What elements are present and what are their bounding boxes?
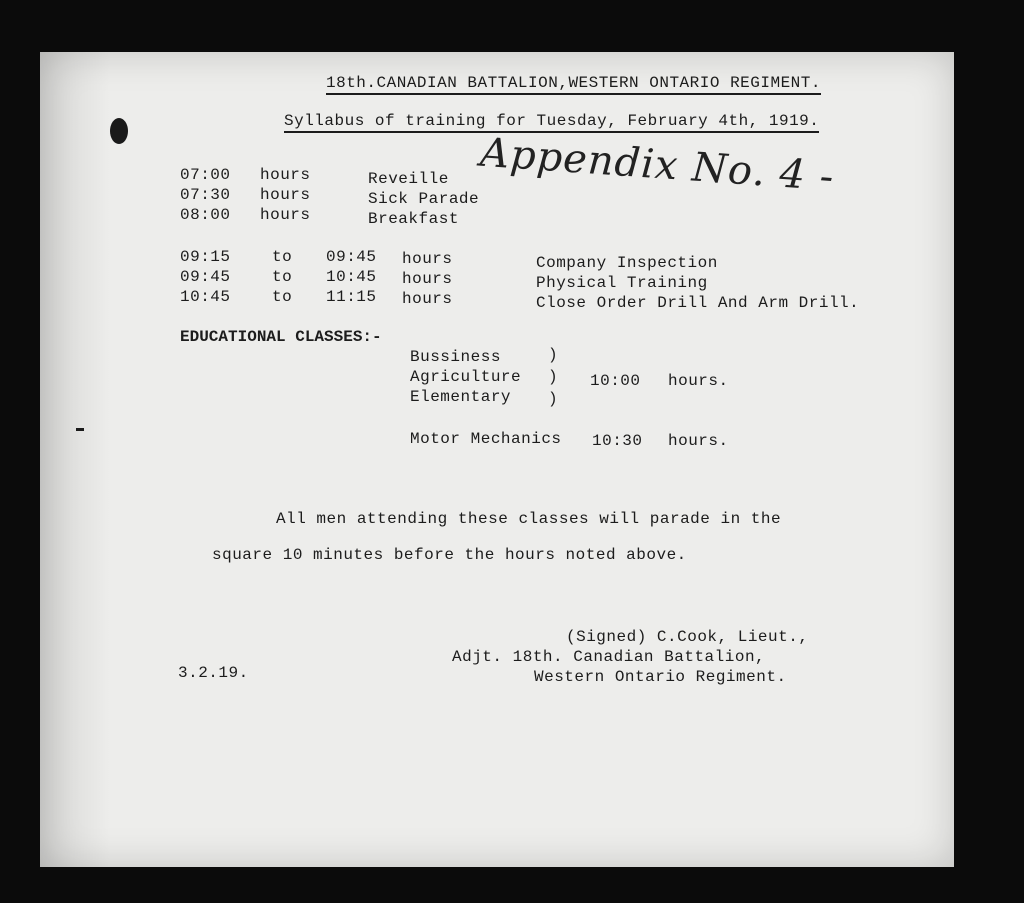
routine-unit: hours <box>260 166 311 184</box>
class-name: Elementary <box>410 388 512 406</box>
note-line-2: square 10 minutes before the hours noted above. <box>212 546 687 564</box>
routine-event: Sick Parade <box>368 190 480 208</box>
classes-unit: hours. <box>668 372 729 390</box>
schedule-unit: hours <box>402 290 453 308</box>
schedule-to: to <box>272 268 293 286</box>
schedule-end: 11:15 <box>326 288 377 306</box>
schedule-activity: Company Inspection <box>536 254 718 272</box>
motor-mechanics-label: Motor Mechanics <box>410 430 562 448</box>
syllabus-title: Syllabus of training for Tuesday, February 4th, 1919. <box>284 112 819 133</box>
class-bracket: ) <box>548 346 559 364</box>
schedule-to: to <box>272 288 293 306</box>
punch-hole <box>110 118 128 144</box>
class-name: Agriculture <box>410 368 522 386</box>
unit-heading: 18th.CANADIAN BATTALION,WESTERN ONTARIO REGIMENT. <box>326 74 821 95</box>
class-bracket: ) <box>548 368 559 386</box>
schedule-activity: Close Order Drill And Arm Drill. <box>536 294 860 312</box>
education-heading: EDUCATIONAL CLASSES:- <box>180 328 382 346</box>
routine-unit: hours <box>260 206 311 224</box>
motor-mechanics-time: 10:30 <box>592 432 643 450</box>
signature-line-1: (Signed) C.Cook, Lieut., <box>566 628 809 646</box>
routine-unit: hours <box>260 186 311 204</box>
routine-time: 07:00 <box>180 166 231 184</box>
schedule-to: to <box>272 248 293 266</box>
document-date: 3.2.19. <box>178 664 249 682</box>
classes-time: 10:00 <box>590 372 641 390</box>
schedule-activity: Physical Training <box>536 274 708 292</box>
margin-mark <box>76 428 84 431</box>
routine-time: 07:30 <box>180 186 231 204</box>
motor-mechanics-unit: hours. <box>668 432 729 450</box>
handwritten-appendix-note: Appendix No. 4 - <box>478 129 836 201</box>
signature-line-3: Western Ontario Regiment. <box>534 668 787 686</box>
schedule-start: 09:15 <box>180 248 231 266</box>
routine-event: Reveille <box>368 170 449 188</box>
schedule-start: 10:45 <box>180 288 231 306</box>
note-line-1: All men attending these classes will parade in the <box>276 510 782 528</box>
signature-line-2: Adjt. 18th. Canadian Battalion, <box>452 648 766 666</box>
class-bracket: ) <box>548 390 559 408</box>
schedule-end: 10:45 <box>326 268 377 286</box>
routine-event: Breakfast <box>368 210 459 228</box>
schedule-unit: hours <box>402 270 453 288</box>
routine-time: 08:00 <box>180 206 231 224</box>
document-page <box>40 52 954 867</box>
class-name: Bussiness <box>410 348 501 366</box>
schedule-unit: hours <box>402 250 453 268</box>
schedule-end: 09:45 <box>326 248 377 266</box>
schedule-start: 09:45 <box>180 268 231 286</box>
